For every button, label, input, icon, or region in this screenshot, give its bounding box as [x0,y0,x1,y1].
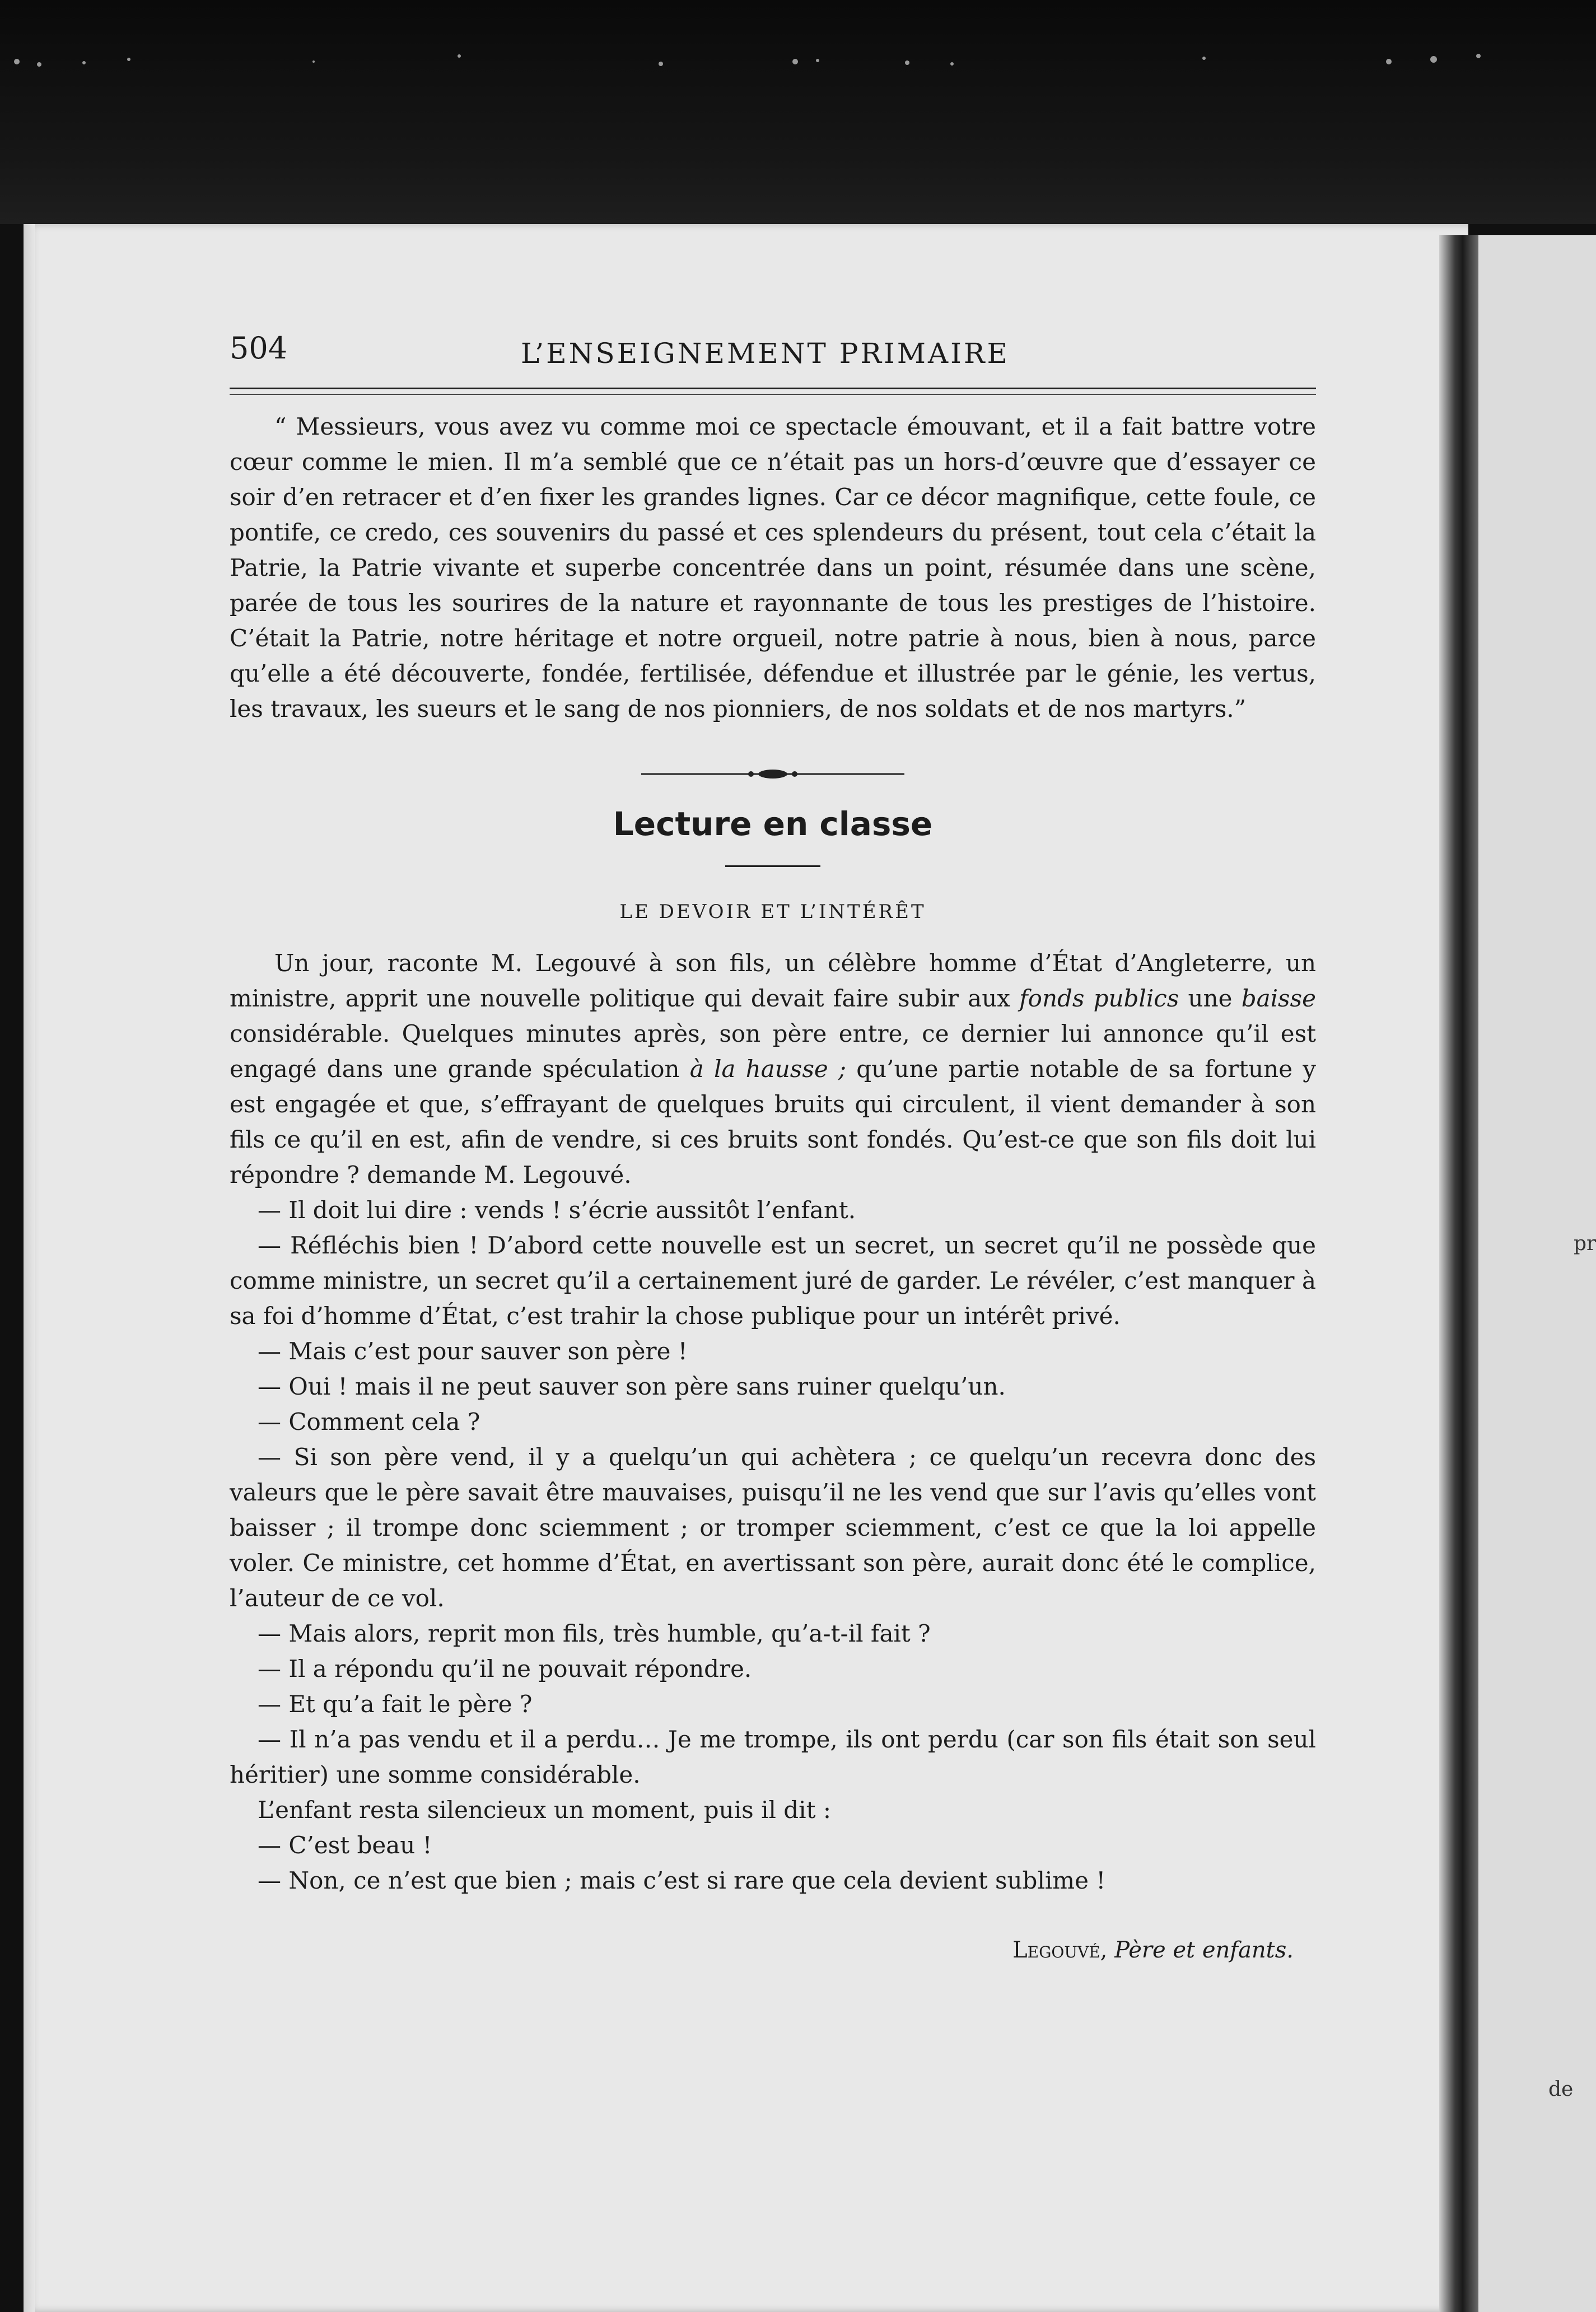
running-title: L’ENSEIGNEMENT PRIMAIRE [521,337,1010,370]
story-text: qu’une partie notable de sa fortune y est engagée et que, s’effrayant de quelques bruits qui circulent, il vient demander à son fils ce qu’il en est, afin de vendre, si ces bruits sont fondés. Qu’est-ce que son fils doit lui répondre ? demande M. Legouvé. [230,1055,1316,1188]
header-rule [230,386,1316,399]
story-emphasis: baisse [1241,985,1317,1012]
story-emphasis: à la hausse ; [689,1055,847,1083]
dialogue-line: — Réfléchis bien ! D’abord cette nouvelle est un secret, un secret qu’il ne possède que comme ministre, un secret qu’il a certainement juré de garder. Le révéler, c’est manquer à sa foi d’homme d’État, c’est trahir la chose publique pour un intérêt privé. [230,1232,1316,1330]
adjacent-page [1478,235,1596,2312]
dialogue-line: — Non, ce n’est que bien ; mais c’est si rare que cela devient sublime ! [258,1867,1106,1894]
dialogue-line: — Mais alors, reprit mon fils, très humble, qu’a-t-il fait ? [258,1620,931,1647]
quote-paragraph: “ Messieurs, vous avez vu comme moi ce spectacle émouvant, et il a fait battre votre cœur comme le mien. Il m’a semblé que ce n’était pas un hors-d’œuvre que d’essayer ce soir d’en retracer et d’en fixer les grandes lignes. Car ce décor magnifique, cette foule, ce pontife, ce credo, ces souvenirs du passé et ces splendeurs du présent, tout cela c’était la Patrie, la Patrie vivante et superbe concentrée dans un point, résumée dans une scène, parée de tous les sourires de la nature et rayonnante de tous les prestiges de l’histoire. C’était la Patrie, notre héritage et notre orgueil, notre patrie à nous, bien à nous, parce qu’elle a été découverte, fondée, fertilisée, défendue et illustrée par le génie, les vertus, les travaux, les sueurs et le sang de nos pionniers, de nos soldats et de nos martyrs.” [230,413,1316,722]
dialogue-line: — Il doit lui dire : vends ! s’écrie aussitôt l’enfant. [258,1196,856,1224]
attribution-author: Legouvé, [1012,1937,1108,1963]
dialogue-line: — Comment cela ? [258,1408,480,1435]
ornament-divider [641,766,904,782]
dialogue-line: — Et qu’a fait le père ? [258,1690,533,1718]
dialogue-line: — Si son père vend, il y a quelqu’un qui achètera ; ce quelqu’un recevra donc des valeurs que le père savait être mauvaises, puisqu’il ne les vend que sur l’avis qu’elles vont baisser ; il trompe donc sciemment ; or tromper sciemment, c’est ce que la loi appelle voler. Ce ministre, cet homme d’État, en avertissant son père, aurait donc été le complice, l’auteur de ce vol. [230,1443,1316,1612]
page-number: 504 [230,330,288,366]
scan-specks [0,39,1596,73]
page-content [230,325,1316,1963]
attribution-work: Père et enfants. [1114,1937,1294,1963]
dialogue-line: — Oui ! mais il ne peut sauver son père sans ruiner quelqu’un. [258,1373,1006,1400]
title-rule [725,865,820,867]
adjacent-page-fragment: de [1548,2078,1574,2101]
attribution [230,1937,1316,1963]
dialogue-line: L’enfant resta silencieux un moment, puis il dit : [258,1796,831,1824]
dialogue-line: — Mais c’est pour sauver son père ! [258,1337,688,1365]
dialogue-line: — Il n’a pas vendu et il a perdu… Je me trompe, ils ont perdu (car son fils était son seul héritier) une somme considérable. [230,1726,1316,1788]
scanner-background [0,0,1596,224]
story-subtitle: LE DEVOIR ET L’INTÉRÊT [619,901,926,923]
story-text: Un jour, raconte M. Legouvé à son fils, un célèbre homme d’État d’Angleterre, un ministre, apprit une nouvelle politique qui devait faire subir aux [230,949,1316,1012]
page-header [230,325,1316,386]
story-intro [230,945,1316,1192]
dialogue-line: — Il a répondu qu’il ne pouvait répondre. [258,1655,752,1682]
book-gutter [1439,235,1478,2312]
story-text: une [1179,985,1242,1012]
section-title: Lecture en classe [613,805,933,843]
adjacent-page-fragment: pr [1574,1232,1596,1255]
dialogue-line: — C’est beau ! [258,1831,432,1859]
page-edge [24,224,35,2312]
story-text: considérable. Quelques minutes après, son père entre, ce dernier lui annonce qu’il est engagé dans une grande spéculation [230,1020,1316,1083]
story-emphasis: fonds publics [1019,985,1179,1012]
